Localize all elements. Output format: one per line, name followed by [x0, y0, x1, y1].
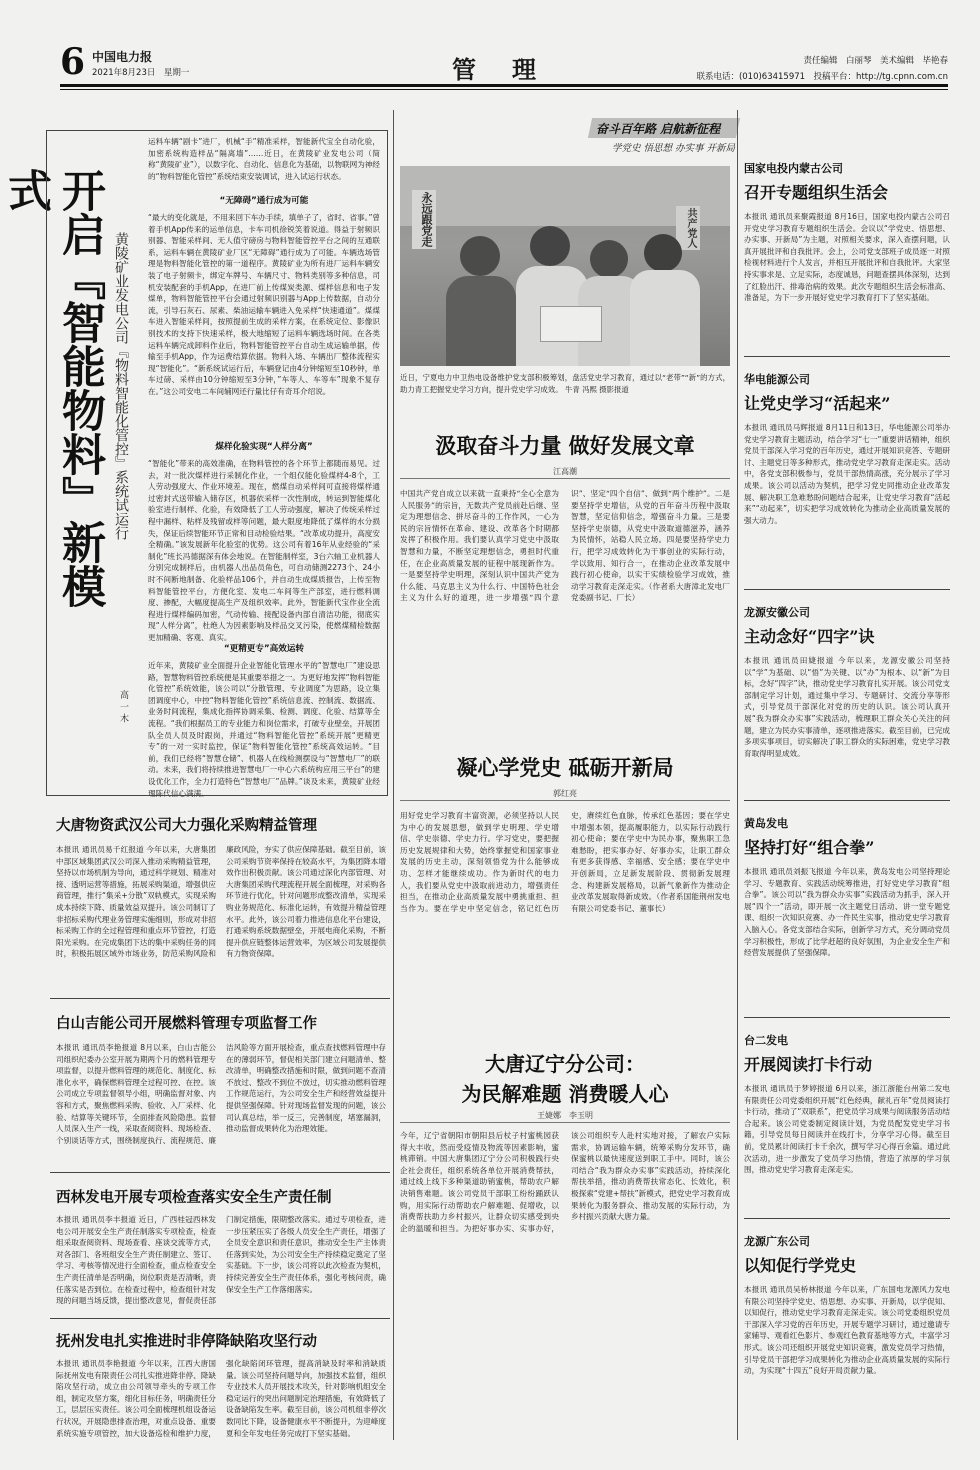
wuzi-body: 本报讯 通讯员易千红报道 今年以来，大唐集团中部区域集团武汉公司深入推动采购精益管理，坚持以市场机制为导向，通过科学规划、精准对接、透明运营等措施，拓展采购渠道，增强供应商管理，推行“集采+分散”双轨模式，实现采购成本持续下降、质量效益双提升。该公司制订了非招标采购代理业务管理实施细则，形成对非招标采购工作的全过程管理和重点环节管控，打造阳光采购。在完成集团下达的集中采购任务的同时，积极拓展区域外市场业务，防范采购风险和廉政风险，夯实了供应保障基础。截至目前，该公司采购节资率保持在较高水平，为集团降本增效作出积极贡献。该公司通过深化内部管理、对大唐集团采购代理流程开展全面梳理，对采购各环节进行优化，针对问题形成整改清单，实现采购业务规范化、标准化运转，有效提升精益管理水平。此外，该公司着力推进信息化平台建设，打通采购系统数据壁垒，开展电商化采购，不断提升供应链整体运营效率，为区域公司发展提供有力物资保障。 — [56, 845, 386, 959]
sidebar-kicker: 华电能源公司 — [744, 373, 810, 386]
sidebar-item — [744, 371, 950, 583]
sidebar-item — [744, 604, 950, 794]
sidebar-title: 坚持打好“组合拳” — [744, 838, 875, 857]
sidebar-kicker: 黄岛发电 — [744, 817, 788, 830]
lead-frame — [0, 130, 388, 796]
sidebar-kicker: 龙源广东公司 — [744, 1235, 810, 1248]
paper-name: 中国电力报 — [92, 50, 153, 64]
fendou-body: 中国共产党自成立以来就一直秉持“全心全意为人民服务”的宗旨，无数共产党员前赴后继、坚定为理想信念、拼尽奋斗的工作作风，一心为民的宗旨情怀在革命、建设、改革各个时期都发挥了积极作用。我们要认真学习党史中汲取智慧和力量，不断坚定理想信念，勇担时代重任，在企业高质量发展的征程中展现新作为。一是要坚持学史明理，深刻认识中国共产党为什么能、马克思主义为什么行、中国特色社会主义为什么好的道理，进一步增强“四个意识”、坚定“四个自信”、做到“两个维护”。二是要坚持学史增信，从党的百年奋斗历程中汲取智慧，坚定信仰信念，增强奋斗力量。三是要坚持学史崇德，从党史中汲取道德滋养，涵养为民情怀，站稳人民立场。四是要坚持学史力行，把学习成效转化为干事创业的实际行动，学以致用、知行合一，在推动企业改革发展中践行初心使命，以实干实绩检验学习成效，推动学习教育走深走实。（作者系大唐漳北发电厂党委副书记、厂长） — [400, 489, 730, 603]
date-line: 2021年8月23日 星期一 — [92, 68, 190, 78]
editors-line: 责任编辑 白丽琴 美术编辑 毕艳春 — [803, 56, 948, 66]
fushun-headline: 抚州发电扎实推进时非停降缺陷攻坚行动 — [56, 1333, 317, 1350]
page-number: 6 — [60, 41, 86, 83]
lead-headline: 开启『智能物料』新模式 — [0, 168, 105, 608]
ningxin-author: 郭红亮 — [553, 789, 577, 798]
sidebar-kicker: 龙源安徽公司 — [744, 606, 810, 619]
sidebar-body: 本报讯 通讯员吴桥林报道 今年以来，广东国电龙源风力发电有限公司坚持学党史、悟思想、办实事、开新局，以学促知、以知促行，推动党史学习教育走深走实。该公司党委组织党员干部深入学习党的百年历史，开展专题学习研讨，通过邀请专家辅导、观看红色影片、参观红色教育基地等方式，丰富学习形式。该公司还组织开展党史知识竞赛，激发党员学习热情，引导党员干部把学习成果转化为推动企业高质量发展的实际行动，为实现“十四五”良好开局贡献力量。 — [744, 1285, 950, 1376]
photo-sign-right: 共产党人 — [676, 206, 700, 250]
sidebar-title: 以知促行学党史 — [744, 1256, 857, 1275]
contact-line: 联系电话：(010)63415971 投稿平台：http://tg.cpnn.com.cn — [696, 72, 948, 82]
photo-caption: 近日，宁夏电力中卫热电设备维护党支部积极筹划，盘活党史学习教育，通过以“老带”“新”的方式，助力青工把握党史学习方向，提升党史学习成效。 牛青 冯熙 摄影报道 — [400, 373, 730, 394]
lead-intro: 运料车辆“剧卡”进厂，机械“手”精准采样，智能新代宝全自动化验，加密系统构造样品“隔离墙”……近日，在黄陵矿业发电公司（简称“黄陵矿业”），以数字化、自动化、信息化为基础，以物联网为神经的“物料智能化管控”系统结束安装调试，进入试运行状态。 — [148, 137, 380, 181]
ningxin-body: 用好党史学习教育丰富资源，必须坚持以人民为中心的发展思想，做到学史明理、学史增信、学史崇德、学史力行。学习党史，要把握历史发展规律和大势，始终掌握党和国家事业发展的历史主动，深刻领悟党为什么能够成功、怎样才能继续成功。作为新时代的电力人，我们要从党史中汲取前进动力，增强责任担当，在推动企业高质量发展中勇挑重担、担当作为。要在学史中坚定信念，铭记红色历史，赓续红色血脉，传承红色基因；要在学史中增强本领，提高履职能力，以实际行动践行初心使命；要在学史中为民办事，聚焦职工急难愁盼，把实事办好、好事办实，让职工群众有更多获得感、幸福感、安全感；要在学史中开创新局，立足新发展阶段、贯彻新发展理念、构建新发展格局，以新气象新作为推动企业改革发展取得新成效。（作者系国能荆州发电有限公司党委书记、董事长） — [400, 811, 730, 913]
xilin-headline: 西林发电开展专项检查落实安全生产责任制 — [56, 1189, 332, 1206]
sidebar-title: 召开专题组织生活会 — [744, 183, 889, 202]
ningxin-headline: 凝心学党史 砥砺开新局 — [456, 755, 674, 780]
sidebar-item — [744, 815, 950, 1011]
sidebar-item — [744, 160, 950, 350]
lead-section-2: “智能化”带来的高效准确，在物料管控的各个环节上都随而易见。过去，对一批次煤样进行采制化作业，一个组仅能化验煤样4-8个，工人劳动强度大、作业环境差。现在，燃煤自动采样间可直接将煤样通过密封式送带输入储存区，机器依采样一次性制成，转运到智能煤化验室进行制样、化验，有效降低了工人劳动强度，解决了传统采样过程中漏样、粘样及残留或样等问题，最大限度地降低了煤样的水分损失，保证后续智能环节正常和目动检验结果。“改革成功提升，高度安全精确。”该发展新年化验室的优势。这公司有着16年从业经验的“采制化”班长冯德据深有体会地说。在智能制样室，3台六轴工业机器人分别完成制样后，由机器人出品员角色，可自动储测2273个、24小时不间断地制备、化验样品106个，并自动生成煤质报告，上传至物料智能管控平台，方便化室、发电二车间等生产部室，进行燃料调度、掺配，大幅度提高生产及组织效率。此外，智能新代宝作业全流程进行煤样编码加密，气动传输、接配设备内部自清洁功能，彻底实现“人样分离”，杜绝人为因素影响及样品交叉污染，使燃煤精检数据更加精确、客观、真实。 — [148, 459, 380, 642]
sidebar-kicker: 国家电投内蒙古公司 — [744, 162, 843, 175]
liaoning-headline-2: 为民解难题 消费暖人心 — [461, 1082, 669, 1106]
lead-section-3: 近年来，黄陵矿业全面提升企业智能化管理水平的“智慧电厂”建设思路，智慧物料管控系统便是其重要举措之一。为更好地发挥“物料智能化管控”系统效能，该公司以“分散管理、专业调度”为思路，设立集团调度中心，中控“物料智能化管控”系统信息流、控制流、数据流、业务时间流程，集成化指挥协调采集、检测、调度、化验、结算等全流程。“我们根据员工的专业能力和岗位需求，打破专业壁垒，开展团队全员人员及时跟岗，并通过“物料智能化管控”系统开展“更精更专”的一对一实时监控，保证“物料智能化管控”系统高效运转。“目前，我们已经将“智慧仓储”、机器人在线检测摆设与“智慧电厂”的联动。未来，我们将持续推进智慧电厂一中心六系统构应用三平台”的建设优化工作，全力打造特色“智慧电厂”品牌。”谈及未来，黄陵矿业经理陈代信心满满。 — [148, 661, 380, 798]
lead-section-1: “最大的变化就是，不用来回下车办手续，填单子了，省时、省事。”曾着手机App传来的运单信息，卡车司机徐锐笑着说道。得益于射频识别器、智能采样间、无人值守磅房与物料智能管控平台之间的互通联系，运料车辆在黄陵矿业厂区“无障碍”通行成为了可能。车辆选场管理是物料智能化管控的第一道程序。黄陵矿业为所有进厂运料车辆安装了电子射频卡，绑定车牌号、车辆尺寸、物料类别等多种信息，司机安装配套的手机App，在进厂前上传煤炭类源、煤样信息和电子发煤单，物料智能管控平台会通过射频识别器与App上传数据，自动分流，引导石灰石、尿素、柴油运输车辆进入免采样“快速通道”。煤煤车进入智能采样间，按照提前生成的采样方案，在系统定位、影像识别技术的支持下快速采样，极大地缩短了运料车辆选场时间。在各类运料车辆完成卸料作业后，物料智能管控平台自动生成运输单据，传输至手机App，作为运费结算依据。物料入场、车辆出厂整体流程实现“智能化”。“新系统试运行后，车辆登记由4分钟缩短至10秒钟，单车过磅、采样由10分钟缩短至3分钟，”车等人、车等车”现象不复存在。”这公司安电二车间辅网还行量比仔有奇耳介绍说。 — [148, 213, 380, 396]
sidebar-body: 本报讯 通讯员田婕报道 今年以来，龙源安徽公司坚持以“学”为基础、以“悟”为关键、以“办”为根本、以“新”为目标，念好“四字”诀，推动党史学习教育扎实开展。该公司党支部制定学习计划，通过集中学习、专题研讨、交流分享等形式，引导党员干部深化对党的历史的认识。该公司认真开展“我为群众办实事”实践活动，梳理职工群众关心关注的问题，建立为民办实事清单，逐项推进落实。截至目前，已完成多项实事项目，切实解决了职工群众的实际困难，党史学习教育取得明显成效。 — [744, 656, 950, 758]
sidebar-body: 本报讯 通讯员来聚霞报道 8月16日，国家电投内蒙古公司召开党史学习教育专题组织生活会。会议以“学党史、悟思想、办实事、开新局”为主题，对照相关要求，深入查摆问题，认真开展批评和自我批评。会上，公司党支部班子成员逐一对照检视材料进行个人发言，并相互开展批评和自我批评。大家坚持实事求是、立足实际，态度诚恳，问题查摆具体深刻，达到了红脸出汗、排毒治病的效果。此次专题组织生活会标准高、准备足，为下一步开展好党史学习教育打下了坚实基础。 — [744, 212, 950, 303]
fendou-author: 江高潮 — [553, 467, 577, 476]
sidebar-title: 主动念好“四字”诀 — [744, 627, 875, 646]
lead-author: 高 一 木 — [118, 690, 128, 723]
masthead-rule — [60, 84, 948, 87]
news-photo — [400, 166, 730, 366]
sidebar — [744, 160, 950, 1440]
sidebar-kicker: 台二发电 — [744, 1034, 788, 1047]
sidebar-title: 让党史学习“活起来” — [744, 394, 891, 413]
sidebar-body: 本报讯 通讯员马辉报道 8月11日和13日，华电能源公司举办党史学习教育主题活动，结合学习“七一”重要讲话精神，组织党员干部深入学习党的百年历史，通过开展知识竞答、专题研讨、主题党日等多种形式，推动党史学习教育走深走实。活动中，各党支部积极参与，党员干部热情高涨，充分展示了学习成果。该公司以活动为契机，把学习党史同推动企业改革发展、解决职工急难愁盼问题结合起来，让党史学习教育“活起来”“动起来”，切实把学习成效转化为推动企业高质量发展的强大动力。 — [744, 423, 950, 525]
liaoning-body: 今年，辽宁省朝阳市朝阳县后杖子村蜜桃园获得大丰收，然而受疫情及物流等因素影响，蜜桃滞销。中国大唐集团辽宁分公司积极践行央企社会责任，组织系统各单位开展消费帮扶，通过线上线下多种渠道助销蜜桃，帮助农户解决销售难题。该公司党员干部职工纷纷踊跃认购，用实际行动帮助农户解难题、促增收，以消费帮扶助力乡村振兴，让群众切实感受到央企的温暖和担当。为把好事办实、实事办好，该公司组织专人赴村实地对接，了解农户实际需求，协调运输车辆，统筹采购分发环节，确保蜜桃以最快速度送到职工手中。同时，该公司结合“我为群众办实事”实践活动，持续深化帮扶举措，推动消费帮扶常态化、长效化，积极探索“党建+帮扶”新模式，把党史学习教育成果转化为服务群众、推动发展的实际行动，为乡村振兴贡献大唐力量。 — [400, 1131, 730, 1233]
lead-subtitle-2: 煤样化验实现“人样分离” — [215, 442, 313, 452]
fushun-body: 本报讯 通讯员李艳报道 今年以来，江西大唐国际抚州发电有限责任公司扎实推进降非停、降缺陷攻坚行动，成立由公司领导牵头的专项工作组，制定攻坚方案，细化目标任务，明确责任分工，层层压实责任。该公司全面梳理机组设备运行状况，开展隐患排查治理，对重点设备、重要系统实施专项管控，加大设备巡检和维护力度，强化缺陷闭环管理，提高消缺及时率和消缺质量。该公司坚持问题导向，加强技术监督，组织专业技术人员开展技术攻关，针对影响机组安全稳定运行的突出问题制定治理措施，有效降低了设备缺陷发生率。截至目前，该公司机组非停次数同比下降，设备健康水平不断提升，为迎峰度夏和全年发电任务完成打下坚实基础。 — [56, 1359, 386, 1438]
liaoning-authors: 王婕娜 李玉明 — [537, 1111, 593, 1120]
liaoning-headline-1: 大唐辽宁分公司： — [485, 1052, 645, 1076]
xilin-body: 本报讯 通讯员李丰报道 近日，广西桂冠西林发电公司开展安全生产责任制落实专项检查，检查组采取查阅资料、现场查看、座谈交流等方式，对各部门、各班组安全生产责任制建立、签订、学习、考核等情况进行全面检查，重点检查安全生产责任清单是否明确，岗位职责是否清晰，责任落实是否到位。在检查过程中，检查组针对发现的问题当场反馈，提出整改意见，督促责任部门制定措施，限期整改落实。通过专项检查，进一步压紧压实了各级人员安全生产责任，增强了全员安全意识和责任意识，推动安全生产主体责任落到实处，为公司安全生产持续稳定奠定了坚实基础。下一步，该公司将以此次检查为契机，持续完善安全生产责任体系，强化考核问责，确保安全生产工作落细落实。 — [56, 1215, 386, 1306]
section-title: 管 理 — [452, 55, 542, 84]
sidebar-item — [744, 1233, 950, 1423]
banner-slogan: 学党史 悟思想 办实事 开新局 — [612, 143, 736, 154]
wuzi-headline: 大唐物资武汉公司大力强化采购精益管理 — [56, 817, 317, 834]
lead-subheadline: 黄陵矿业发电公司『物料智能化管控』系统试运行 — [113, 232, 129, 540]
sidebar-body: 本报讯 通讯员刘振飞报道 今年以来，黄岛发电公司坚持理论学习、专题教育、实践活动统筹推进，打好党史学习教育“组合拳”。该公司以“我为群众办实事”实践活动为抓手，深入开展“四个一”活动，即开展一次主题党日活动、讲一堂专题党课、组织一次知识竞赛、办一件民生实事，推动党史学习教育入脑入心。各党支部结合实际，创新学习方式，充分调动党员学习积极性，形成了比学赶超的良好氛围，为企业安全生产和经营发展提供了坚强保障。 — [744, 867, 950, 958]
lead-subtitle-3: “更精更专”高效运转 — [223, 644, 305, 654]
fendou-headline: 汲取奋斗力量 做好发展文章 — [435, 433, 695, 458]
banner-title: 奋斗百年路 启航新征程 — [596, 122, 721, 136]
masthead-rule-thin — [60, 89, 948, 90]
baishan-headline: 白山吉能公司开展燃料管理专项监督工作 — [56, 1015, 317, 1032]
photo-sign-left: 永远跟党走 — [412, 190, 436, 249]
sidebar-body: 本报讯 通讯员于梦婷报道 6月以来，浙江浙能台州第二发电有限责任公司党委组织开展“红色经典，献礼百年”党员阅读打卡行动，推动了“双联系”，把党员学习成果与阅读服务活动结合起来。该公司党委制定阅读计划，为党员配发党史学习书籍，引导党员每日阅读并在线打卡，分享学习心得。截至目前，党员累计阅读打卡千余次，撰写学习心得百余篇。通过此次活动，进一步激发了党员学习热情，营造了浓厚的学习氛围，推动党史学习教育走深走实。 — [744, 1084, 950, 1175]
sidebar-item — [744, 1032, 950, 1212]
sidebar-title: 开展阅读打卡行动 — [744, 1055, 873, 1074]
lead-subtitle-1: “无障碍”通行成为可能 — [219, 196, 309, 206]
column-divider-left — [393, 110, 394, 1440]
baishan-body: 本报讯 通讯员李艳报道 8月以来，白山吉能公司组织纪委办公室开展为期两个月的燃料管理专项监督，以提升燃料管理的规范化、制度化、标准化水平，确保燃料管理全过程可控、在控。该公司成立专项监督领导小组，明确监督对象、内容和方式，聚焦燃料采购、验收、入厂采样、化验、结算等关键环节，全面排查风险隐患。监督人员深入生产一线，采取查阅资料、现场检查、个别谈话等方式，围绕制度执行、流程规范、廉洁风险等方面开展检查，重点查找燃料管理中存在的薄弱环节，督促相关部门建立问题清单、整改清单，明确整改措施和时限，做到问题不查清不放过、整改不到位不放过，切实推动燃料管理工作规范运行，为公司安全生产和经营效益提升提供坚强保障。针对现场监督发现的问题，该公司认真总结，举一反三，完善制度，堵塞漏洞，推动监督成果转化为治理效能。 — [56, 1043, 386, 1145]
column-divider-right — [737, 110, 738, 1440]
